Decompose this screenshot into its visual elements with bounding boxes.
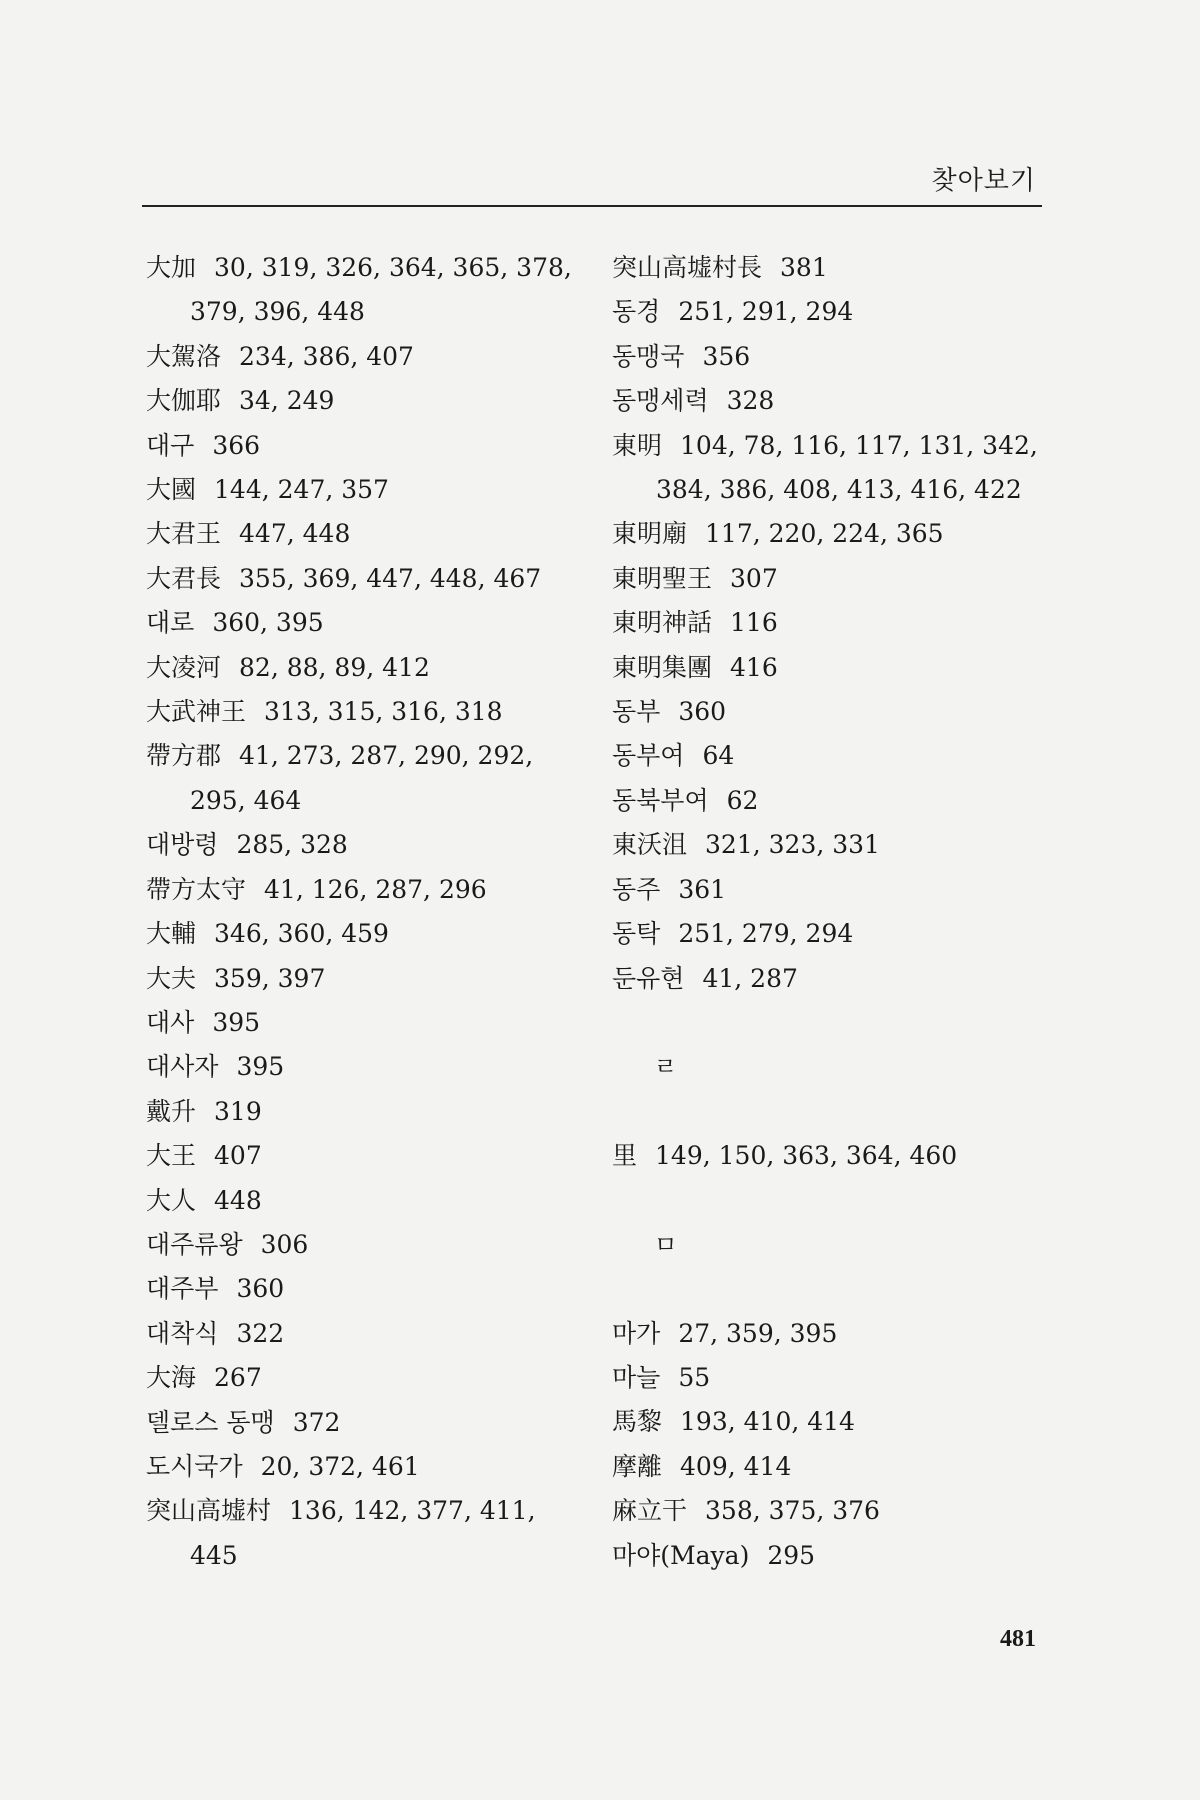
index-term: 東明神話 [612,608,713,638]
index-entry [612,379,1042,423]
index-term: 摩離 [612,1451,663,1481]
index-term: 麻立干 [612,1496,688,1526]
index-entry [612,1445,1042,1489]
index-entry [612,912,1042,956]
index-term: 대주부 [146,1274,219,1304]
index-pages: 82, 88, 89, 412 [239,652,430,682]
index-pages: 407 [214,1141,262,1171]
index-entry [146,957,576,1001]
index-term: 동맹국 [612,341,685,371]
index-entry [146,868,576,912]
index-pages: 20, 372, 461 [260,1451,420,1481]
blank-line [612,1178,1042,1222]
index-entry [146,1045,576,1089]
index-entry [146,335,576,379]
index-term: 戴升 [146,1096,197,1126]
blank-line [612,1090,1042,1134]
index-pages: 366 [212,430,261,460]
index-entry [146,379,576,423]
index-entry [612,734,1042,778]
index-pages: 116 [730,608,778,638]
index-term: 마가 [612,1318,661,1348]
index-term: 대사 [146,1007,195,1037]
index-term: 동부 [612,697,661,727]
index-pages: 41, 273, 287, 290, 292, 295, 464 [190,741,534,815]
index-term: 대주류왕 [146,1229,243,1259]
index-pages: 416 [730,652,778,682]
index-pages: 360 [236,1274,285,1304]
index-term: 대사자 [146,1052,219,1082]
index-pages: 321, 323, 331 [705,830,880,860]
index-entry [146,646,576,690]
index-term: 大輔 [146,919,197,949]
index-entry [146,912,576,956]
index-term: 馬黎 [612,1407,663,1437]
index-pages: 251, 291, 294 [678,297,854,327]
index-pages: 193, 410, 414 [680,1407,855,1437]
index-term: 동탁 [612,919,661,949]
index-pages: 359, 397 [214,963,326,993]
index-pages: 285, 328 [236,830,348,860]
index-pages: 356 [702,341,751,371]
index-term: 동주 [612,874,661,904]
index-pages: 41, 126, 287, 296 [264,874,487,904]
blank-line [612,1267,1042,1311]
index-entry [146,557,576,601]
index-term: 大駕洛 [146,341,222,371]
index-entry [612,779,1042,823]
index-pages: 409, 414 [680,1451,792,1481]
section-heading: ㅁ [654,1230,678,1259]
index-entry [146,1489,576,1578]
index-entry [146,690,576,734]
index-pages: 360 [678,697,727,727]
index-pages: 295 [767,1540,816,1570]
index-entry [146,1312,576,1356]
index-pages: 395 [236,1052,285,1082]
index-term: 大武神王 [146,697,247,727]
index-entry [612,868,1042,912]
index-term: 大海 [146,1363,197,1393]
index-term: 東明 [612,430,663,460]
index-term: 大君長 [146,563,222,593]
index-entry [612,1312,1042,1356]
index-term: 마늘 [612,1363,661,1393]
index-entry [146,1223,576,1267]
index-entry [612,335,1042,379]
index-entry [146,1356,576,1400]
index-entry [146,468,576,512]
index-pages: 447, 448 [239,519,351,549]
index-term: 동부여 [612,741,685,771]
index-pages: 136, 142, 377, 411, 445 [190,1496,536,1570]
index-entry [612,601,1042,645]
index-pages: 322 [236,1318,285,1348]
index-entry [146,1445,576,1489]
index-entry [612,424,1042,513]
index-term: 대로 [146,608,195,638]
index-term: 大凌河 [146,652,222,682]
page-number: 481 [1000,1626,1036,1652]
index-pages: 313, 315, 316, 318 [264,697,503,727]
index-pages: 372 [292,1407,341,1437]
index-term: 대구 [146,430,195,460]
index-entry [612,1534,1042,1578]
index-term: 대착식 [146,1318,219,1348]
index-entry [146,1179,576,1223]
index-pages: 358, 375, 376 [705,1496,880,1526]
index-pages: 27, 359, 395 [678,1318,838,1348]
index-term: 帶方郡 [146,741,222,771]
index-entry [612,557,1042,601]
index-entry [612,1400,1042,1444]
index-pages: 306 [260,1229,309,1259]
header-rule [142,205,1042,207]
index-term: 大國 [146,475,197,505]
index-entry [612,646,1042,690]
index-term: 大人 [146,1185,197,1215]
index-pages: 117, 220, 224, 365 [705,519,944,549]
index-term: 突山高墟村長 [612,253,763,282]
index-pages: 381 [780,253,828,282]
page-header-title: 찾아보기 [931,166,1036,196]
index-term: 突山高墟村 [146,1496,272,1526]
index-term: 大加 [146,253,197,282]
index-entry [612,957,1042,1001]
index-pages: 30, 319, 326, 364, 365, 378, 379, 396, 448 [190,253,572,327]
index-entry [612,690,1042,734]
index-pages: 62 [726,785,759,815]
index-term: 里 [612,1141,638,1171]
index-pages: 251, 279, 294 [678,919,854,949]
index-pages: 361 [678,874,727,904]
index-entry [146,246,576,335]
index-entry [612,246,1042,290]
index-term: 東明集團 [612,652,713,682]
index-term: 둔유현 [612,963,685,993]
index-pages: 448 [214,1185,262,1215]
index-entry [146,823,576,867]
blank-line [612,1001,1042,1045]
index-term: 大王 [146,1141,197,1171]
index-pages: 104, 78, 116, 117, 131, 342, 384, 386, 408, 413, 416, 422 [656,430,1038,505]
index-pages: 355, 369, 447, 448, 467 [239,563,542,593]
index-term: 大夫 [146,963,197,993]
index-pages: 346, 360, 459 [214,919,389,949]
index-entry [612,290,1042,334]
index-column-right [612,246,1042,1578]
index-entry [146,1001,576,1045]
index-entry [612,1356,1042,1400]
index-pages: 307 [730,563,778,593]
index-pages: 319 [214,1096,262,1126]
index-pages: 395 [212,1007,261,1037]
index-entry [146,1401,576,1445]
section-heading: ㄹ [654,1053,678,1082]
index-entry [146,1090,576,1134]
index-pages: 328 [726,386,775,416]
index-term: 帶方太守 [146,874,247,904]
index-entry [612,512,1042,556]
index-term: 동북부여 [612,785,709,815]
index-term: 東沃沮 [612,830,688,860]
index-entry [146,424,576,468]
index-entry [612,1134,1042,1178]
index-term: 大君王 [146,519,222,549]
index-pages: 267 [214,1363,262,1393]
index-pages: 64 [702,741,735,771]
index-entry [612,1489,1042,1533]
index-term: 東明聖王 [612,563,713,593]
index-pages: 149, 150, 363, 364, 460 [655,1141,958,1171]
index-entry [146,512,576,556]
index-term: 동경 [612,297,661,327]
index-entry [146,734,576,823]
index-entry [612,823,1042,867]
index-term: 동맹세력 [612,386,709,416]
index-pages: 41, 287 [702,963,798,993]
index-term: 東明廟 [612,519,688,549]
index-term: 大伽耶 [146,386,222,416]
index-column-left [146,246,576,1578]
index-term: 도시국가 [146,1451,243,1481]
index-pages: 144, 247, 357 [214,475,389,505]
index-pages: 360, 395 [212,608,324,638]
index-pages: 234, 386, 407 [239,341,414,371]
index-term: 마야(Maya) [612,1540,750,1570]
index-entry [146,601,576,645]
index-term: 대방령 [146,830,219,860]
index-term: 델로스 동맹 [146,1407,275,1437]
index-entry [146,1134,576,1178]
index-pages: 55 [678,1363,711,1393]
index-pages: 34, 249 [239,386,335,416]
index-entry [146,1267,576,1311]
